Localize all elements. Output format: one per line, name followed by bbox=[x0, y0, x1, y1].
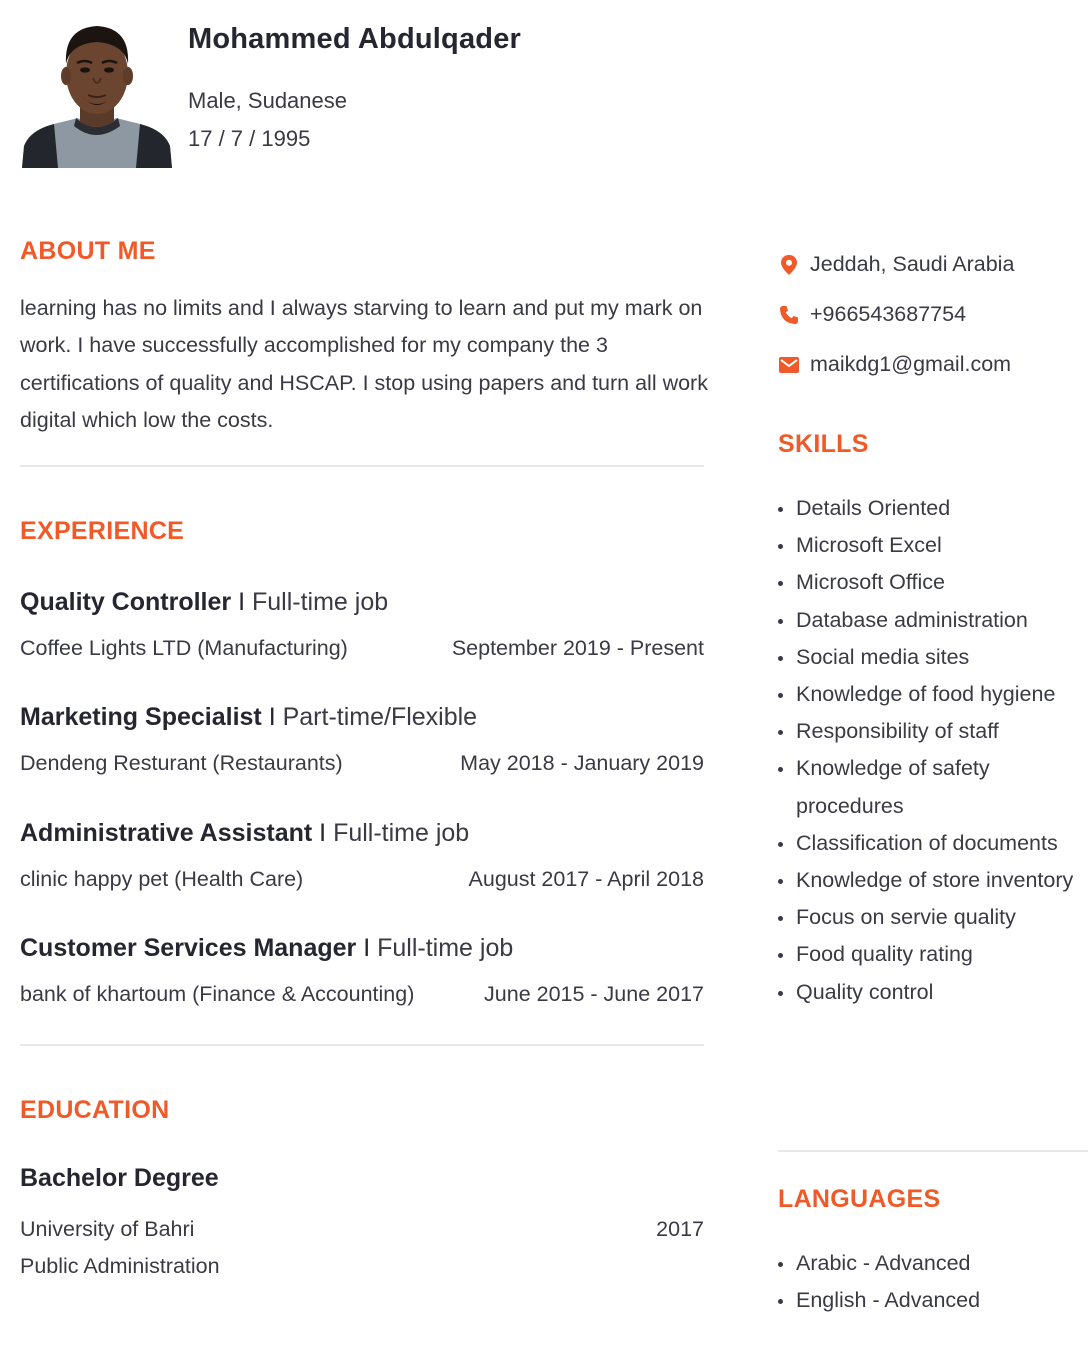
skill-item: Knowledge of store inventory bbox=[778, 862, 1074, 899]
job-title bbox=[20, 586, 704, 618]
job-company: Coffee Lights LTD (Manufacturing) bbox=[20, 636, 348, 660]
job-type: Full-time job bbox=[377, 934, 514, 962]
job-role: Customer Services Manager bbox=[20, 934, 357, 962]
language-item: English - Advanced bbox=[778, 1282, 1074, 1319]
job-details bbox=[20, 636, 704, 661]
section-divider bbox=[20, 1044, 704, 1046]
job-period: September 2019 - Present bbox=[451, 636, 704, 660]
job-entry bbox=[20, 817, 704, 892]
skill-item: Database administration bbox=[778, 602, 1074, 639]
degree-title: Bachelor Degree bbox=[20, 1164, 219, 1192]
about-section-title: ABOUT ME bbox=[20, 237, 156, 265]
email-icon bbox=[778, 354, 800, 376]
job-type: Part-time/Flexible bbox=[282, 703, 478, 731]
job-separator: I bbox=[312, 819, 334, 847]
avatar bbox=[20, 18, 172, 168]
skill-item: Social media sites bbox=[778, 639, 1074, 676]
contact-phone bbox=[778, 302, 966, 327]
job-type: Full-time job bbox=[333, 819, 470, 847]
experience-section-title: EXPERIENCE bbox=[20, 517, 185, 545]
job-title bbox=[20, 817, 704, 849]
job-title bbox=[20, 932, 704, 964]
job-title bbox=[20, 701, 704, 733]
section-divider bbox=[20, 465, 704, 467]
job-entry bbox=[20, 701, 704, 776]
job-company: clinic happy pet (Health Care) bbox=[20, 867, 304, 891]
skill-item: Classification of documents bbox=[778, 825, 1074, 862]
skill-item: Knowledge of food hygiene bbox=[778, 676, 1074, 713]
job-details bbox=[20, 982, 704, 1007]
phone-icon bbox=[778, 304, 800, 326]
job-company: bank of khartoum (Finance & Accounting) bbox=[20, 982, 415, 1006]
contact-email bbox=[778, 352, 1011, 377]
job-details bbox=[20, 867, 704, 892]
job-role: Administrative Assistant bbox=[20, 819, 313, 847]
phone-text[interactable]: +966543687754 bbox=[810, 302, 967, 326]
job-entry bbox=[20, 932, 704, 1007]
job-period: June 2015 - June 2017 bbox=[484, 982, 704, 1006]
location-text: Jeddah, Saudi Arabia bbox=[810, 252, 1015, 276]
languages-section-title: LANGUAGES bbox=[778, 1185, 941, 1213]
languages-list bbox=[778, 1245, 1074, 1319]
skill-item: Microsoft Office bbox=[778, 564, 1074, 601]
job-type: Full-time job bbox=[251, 588, 389, 616]
skills-list bbox=[778, 490, 1074, 1011]
section-divider bbox=[778, 1150, 1088, 1152]
job-role: Quality Controller bbox=[20, 588, 232, 616]
gender-nationality: Male, Sudanese bbox=[188, 88, 347, 113]
job-details bbox=[20, 751, 704, 776]
about-text: learning has no limits and I always starving to learn and put my mark on work. I have successfully accomplished for my company the 3 certifications of quality and HSCAP. I stop using papers and turn all work digital which low the costs. bbox=[20, 296, 708, 432]
education-details bbox=[20, 1217, 704, 1242]
skill-item: Quality control bbox=[778, 974, 1074, 1011]
job-entry bbox=[20, 586, 704, 661]
skill-item: Microsoft Excel bbox=[778, 527, 1074, 564]
skill-item: Details Oriented bbox=[778, 490, 1074, 527]
email-text[interactable]: maikdg1@gmail.com bbox=[810, 352, 1012, 376]
profile-photo bbox=[20, 18, 172, 168]
job-period: August 2017 - April 2018 bbox=[468, 867, 704, 891]
job-company: Dendeng Resturant (Restaurants) bbox=[20, 751, 343, 775]
university-name: University of Bahri bbox=[20, 1217, 195, 1241]
birth-date: 17 / 7 / 1995 bbox=[188, 126, 311, 151]
job-separator: I bbox=[356, 934, 378, 962]
skills-section-title: SKILLS bbox=[778, 430, 869, 458]
job-separator: I bbox=[231, 588, 252, 616]
job-role: Marketing Specialist bbox=[20, 703, 262, 731]
skill-item: Focus on servie quality bbox=[778, 899, 1074, 936]
job-separator: I bbox=[261, 703, 283, 731]
education-section-title: EDUCATION bbox=[20, 1096, 170, 1124]
graduation-year: 2017 bbox=[656, 1217, 704, 1241]
language-item: Arabic - Advanced bbox=[778, 1245, 1074, 1282]
location-pin-icon bbox=[778, 254, 800, 276]
skill-item: Knowledge of safety procedures bbox=[778, 750, 1074, 824]
skill-item: Responsibility of staff bbox=[778, 713, 1074, 750]
contact-location bbox=[778, 252, 1014, 277]
field-of-study: Public Administration bbox=[20, 1254, 220, 1278]
education-field-row bbox=[20, 1254, 704, 1279]
job-period: May 2018 - January 2019 bbox=[460, 751, 704, 775]
skill-item: Food quality rating bbox=[778, 936, 1074, 973]
candidate-name: Mohammed Abdulqader bbox=[188, 23, 522, 55]
